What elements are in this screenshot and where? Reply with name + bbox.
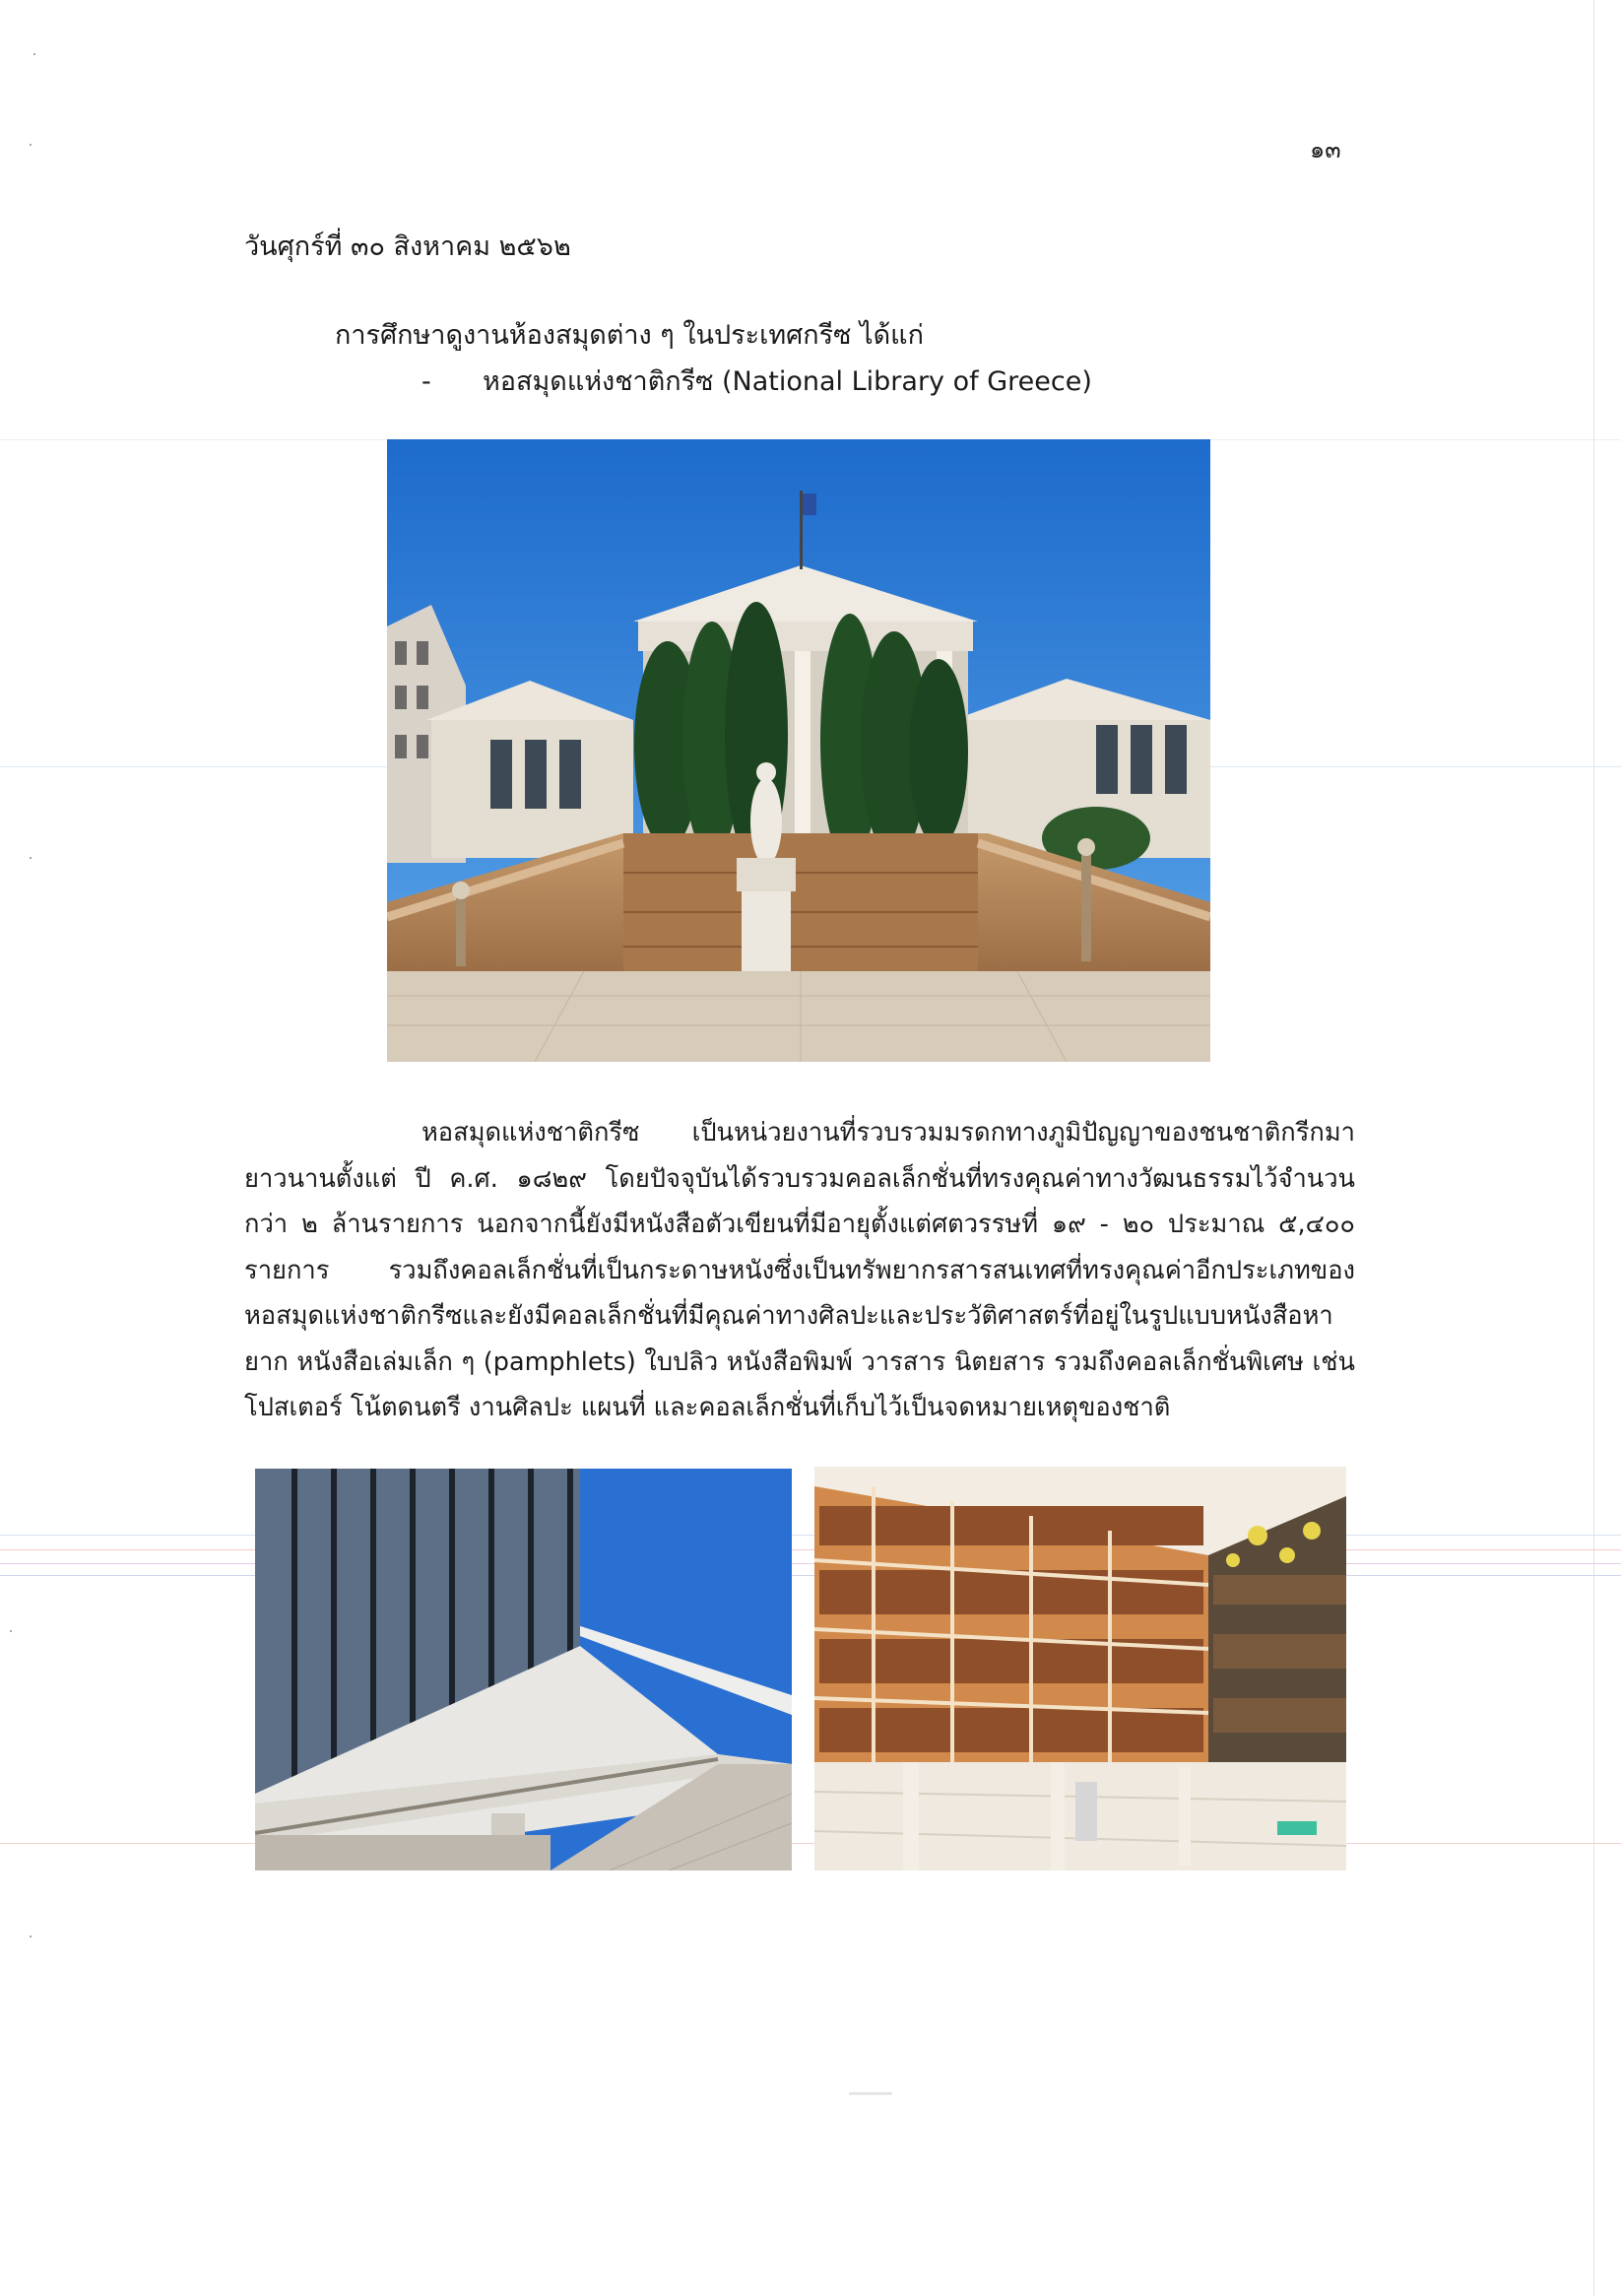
page-number: ๑๓ bbox=[1310, 136, 1341, 164]
bullet-marker: - bbox=[421, 366, 431, 397]
photo-library-exterior bbox=[255, 1469, 792, 1870]
scan-artifact-line bbox=[0, 1535, 1621, 1536]
scan-smudge bbox=[849, 2092, 892, 2095]
scan-artifact-line bbox=[0, 1843, 1621, 1844]
scan-artifact-line bbox=[0, 1563, 1621, 1564]
bullet-item bbox=[421, 360, 1092, 402]
scan-margin-dot bbox=[10, 1630, 12, 1632]
date-heading: วันศุกร์ที่ ๓๐ สิงหาคม ๒๕๖๒ bbox=[244, 231, 571, 262]
scan-right-border bbox=[1593, 0, 1594, 2296]
bullet-text: หอสมุดแห่งชาติกรีซ (National Library of Greece) bbox=[483, 366, 1092, 397]
photo-national-library-facade bbox=[387, 439, 1210, 1062]
scan-margin-dot bbox=[30, 857, 32, 859]
scan-margin-dot bbox=[30, 1935, 32, 1937]
scan-artifact-line bbox=[0, 1549, 1621, 1550]
body-paragraph: หอสมุดแห่งชาติกรีซ เป็นหน่วยงานที่รวบรวมมรดกทางภูมิปัญญาของชนชาติกรีกมายาวนานตั้งแต่ ปี ค.ศ. ๑๘๒๙ โดยปัจจุบันได้รวบรวมคอลเล็กชั่นที่ทรงคุณค่าทางวัฒนธรรมไว้จำนวนกว่า ๒ ล้านรายการ นอกจากนี้ยังมีหนังสือตัวเขียนที่มีอายุตั้งแต่ศตวรรษที่ ๑๙ - ๒๐ ประมาณ ๕,๔๐๐ รายการ รวมถึงคอลเล็กชั่นที่เป็นกระดาษหนังซึ่งเป็นทรัพยากรสารสนเทศที่ทรงคุณค่าอีกประเภทของหอสมุดแห่งชาติกรีซและยังมีคอลเล็กชั่นที่มีคุณค่าทางศิลปะและประวัติศาสตร์ที่อยู่ในรูปแบบหนังสือหายาก หนังสือเล่มเล็ก ๆ (pamphlets) ใบปลิว หนังสือพิมพ์ วารสาร นิตยสาร รวมถึงคอลเล็กชั่นพิเศษ เช่น โปสเตอร์ โน้ตดนตรี งานศิลปะ แผนที่ และคอลเล็กชั่นที่เก็บไว้เป็นจดหมายเหตุของชาติ bbox=[244, 1118, 1355, 1422]
scan-margin-dot bbox=[33, 53, 35, 55]
scan-artifact-line bbox=[0, 1575, 1621, 1576]
scan-margin-dot bbox=[30, 144, 32, 146]
section-heading: การศึกษาดูงานห้องสมุดต่าง ๆ ในประเทศกรีซ ได้แก่ bbox=[335, 320, 924, 351]
photo-library-interior bbox=[814, 1467, 1346, 1870]
